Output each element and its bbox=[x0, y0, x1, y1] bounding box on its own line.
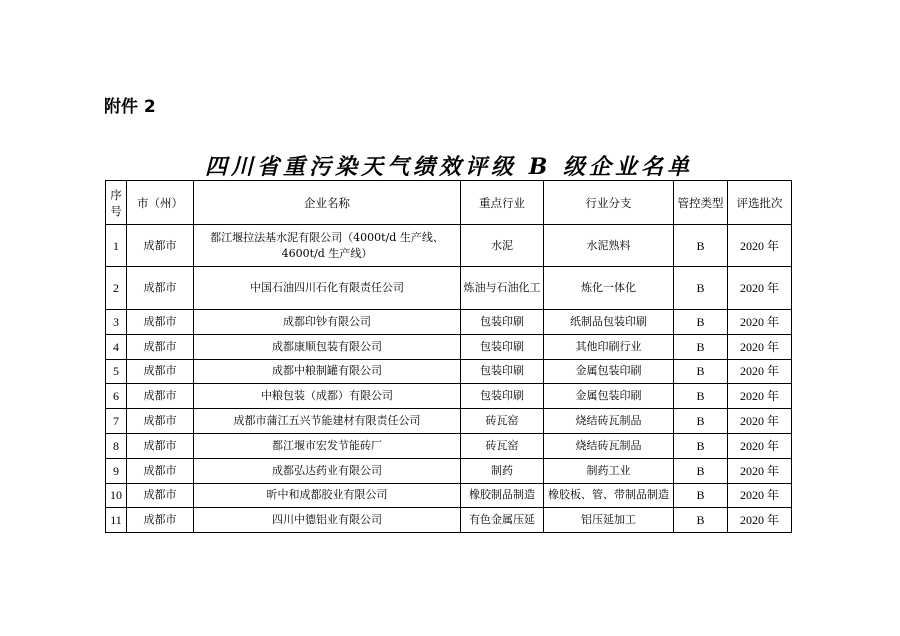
cell-company: 都江堰拉法基水泥有限公司（4000t/d 生产线、4600t/d 生产线） bbox=[194, 225, 461, 267]
cell-industry: 包装印刷 bbox=[461, 334, 544, 359]
cell-industry: 制药 bbox=[461, 458, 544, 483]
cell-batch: 2020 年 bbox=[728, 310, 792, 335]
cell-branch: 炼化一体化 bbox=[544, 267, 674, 310]
cell-branch: 烧结砖瓦制品 bbox=[544, 409, 674, 434]
table-row bbox=[106, 433, 792, 458]
cell-control-type: B bbox=[674, 433, 728, 458]
cell-branch: 纸制品包装印刷 bbox=[544, 310, 674, 335]
cell-index: 3 bbox=[106, 310, 127, 335]
header-industry: 重点行业 bbox=[461, 181, 544, 225]
table-row bbox=[106, 267, 792, 310]
cell-branch: 水泥熟料 bbox=[544, 225, 674, 267]
cell-industry: 炼油与石油化工 bbox=[461, 267, 544, 310]
cell-batch: 2020 年 bbox=[728, 267, 792, 310]
header-branch: 行业分支 bbox=[544, 181, 674, 225]
cell-control-type: B bbox=[674, 310, 728, 335]
cell-company: 成都弘达药业有限公司 bbox=[194, 458, 461, 483]
cell-batch: 2020 年 bbox=[728, 359, 792, 384]
cell-index: 9 bbox=[106, 458, 127, 483]
table-row bbox=[106, 384, 792, 409]
cell-control-type: B bbox=[674, 359, 728, 384]
cell-branch: 铝压延加工 bbox=[544, 508, 674, 533]
cell-control-type: B bbox=[674, 483, 728, 508]
cell-batch: 2020 年 bbox=[728, 508, 792, 533]
cell-industry: 砖瓦窑 bbox=[461, 409, 544, 434]
cell-batch: 2020 年 bbox=[728, 334, 792, 359]
header-control-type: 管控类型 bbox=[674, 181, 728, 225]
cell-batch: 2020 年 bbox=[728, 458, 792, 483]
cell-index: 1 bbox=[106, 225, 127, 267]
cell-city: 成都市 bbox=[127, 433, 194, 458]
cell-control-type: B bbox=[674, 334, 728, 359]
cell-city: 成都市 bbox=[127, 310, 194, 335]
cell-branch: 其他印刷行业 bbox=[544, 334, 674, 359]
cell-city: 成都市 bbox=[127, 409, 194, 434]
cell-city: 成都市 bbox=[127, 508, 194, 533]
cell-branch: 烧结砖瓦制品 bbox=[544, 433, 674, 458]
table-row bbox=[106, 409, 792, 434]
attachment-label: 附件 2 bbox=[104, 97, 156, 117]
cell-city: 成都市 bbox=[127, 225, 194, 267]
cell-company: 成都中粮制罐有限公司 bbox=[194, 359, 461, 384]
cell-control-type: B bbox=[674, 384, 728, 409]
cell-index: 6 bbox=[106, 384, 127, 409]
cell-industry: 橡胶制品制造 bbox=[461, 483, 544, 508]
cell-company: 成都康顺包装有限公司 bbox=[194, 334, 461, 359]
cell-industry: 有色金属压延 bbox=[461, 508, 544, 533]
cell-branch: 金属包装印刷 bbox=[544, 359, 674, 384]
cell-index: 2 bbox=[106, 267, 127, 310]
cell-branch: 橡胶板、管、带制品制造 bbox=[544, 483, 674, 508]
table-row bbox=[106, 310, 792, 335]
cell-batch: 2020 年 bbox=[728, 483, 792, 508]
cell-branch: 金属包装印刷 bbox=[544, 384, 674, 409]
header-city: 市（州） bbox=[127, 181, 194, 225]
cell-city: 成都市 bbox=[127, 458, 194, 483]
cell-batch: 2020 年 bbox=[728, 225, 792, 267]
cell-control-type: B bbox=[674, 508, 728, 533]
cell-control-type: B bbox=[674, 409, 728, 434]
enterprise-table bbox=[105, 180, 792, 533]
cell-control-type: B bbox=[674, 458, 728, 483]
cell-city: 成都市 bbox=[127, 384, 194, 409]
cell-index: 8 bbox=[106, 433, 127, 458]
table-row bbox=[106, 225, 792, 267]
cell-batch: 2020 年 bbox=[728, 409, 792, 434]
cell-company: 中国石油四川石化有限责任公司 bbox=[194, 267, 461, 310]
cell-index: 10 bbox=[106, 483, 127, 508]
table-row bbox=[106, 359, 792, 384]
cell-branch: 制药工业 bbox=[544, 458, 674, 483]
cell-index: 7 bbox=[106, 409, 127, 434]
header-company: 企业名称 bbox=[194, 181, 461, 225]
cell-company: 四川中德铝业有限公司 bbox=[194, 508, 461, 533]
table-row bbox=[106, 458, 792, 483]
cell-company: 成都市蒲江五兴节能建材有限责任公司 bbox=[194, 409, 461, 434]
table-row bbox=[106, 508, 792, 533]
cell-city: 成都市 bbox=[127, 359, 194, 384]
table-row bbox=[106, 334, 792, 359]
cell-index: 11 bbox=[106, 508, 127, 533]
cell-industry: 砖瓦窑 bbox=[461, 433, 544, 458]
cell-control-type: B bbox=[674, 267, 728, 310]
cell-company: 成都印钞有限公司 bbox=[194, 310, 461, 335]
cell-company: 都江堰市宏发节能砖厂 bbox=[194, 433, 461, 458]
cell-city: 成都市 bbox=[127, 483, 194, 508]
cell-company: 昕中和成都胶业有限公司 bbox=[194, 483, 461, 508]
table-row bbox=[106, 483, 792, 508]
cell-company: 中粮包装（成都）有限公司 bbox=[194, 384, 461, 409]
cell-batch: 2020 年 bbox=[728, 433, 792, 458]
cell-control-type: B bbox=[674, 225, 728, 267]
cell-industry: 包装印刷 bbox=[461, 359, 544, 384]
cell-batch: 2020 年 bbox=[728, 384, 792, 409]
cell-index: 4 bbox=[106, 334, 127, 359]
cell-city: 成都市 bbox=[127, 334, 194, 359]
cell-industry: 包装印刷 bbox=[461, 310, 544, 335]
header-index: 序号 bbox=[106, 181, 127, 225]
cell-industry: 包装印刷 bbox=[461, 384, 544, 409]
document-title: 四川省重污染天气绩效评级 B 级企业名单 bbox=[205, 154, 693, 180]
table-header-row bbox=[106, 181, 792, 225]
cell-industry: 水泥 bbox=[461, 225, 544, 267]
header-batch: 评选批次 bbox=[728, 181, 792, 225]
cell-index: 5 bbox=[106, 359, 127, 384]
cell-city: 成都市 bbox=[127, 267, 194, 310]
